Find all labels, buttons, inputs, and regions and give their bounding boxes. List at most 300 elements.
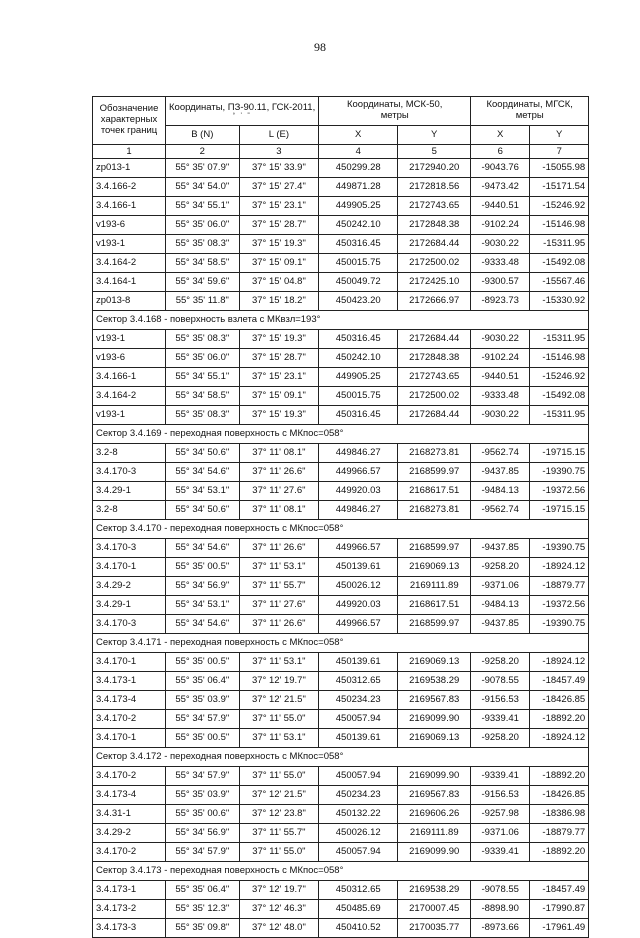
longitude-cell: 37° 15' 28.7" xyxy=(239,349,319,368)
msk-x-cell: 450139.61 xyxy=(319,729,398,748)
mgsk-x-cell: -9484.13 xyxy=(471,596,530,615)
mgsk-x-cell: -9371.06 xyxy=(471,824,530,843)
mgsk-x-cell: -9339.41 xyxy=(471,843,530,862)
latitude-cell: 55° 34' 57.9" xyxy=(166,843,240,862)
mgsk-x-cell: -9078.55 xyxy=(471,881,530,900)
longitude-cell: 37° 11' 53.1" xyxy=(239,729,319,748)
mgsk-x-cell: -9437.85 xyxy=(471,539,530,558)
msk-x-cell: 450132.22 xyxy=(319,805,398,824)
point-id-cell: v193-1 xyxy=(93,235,166,254)
longitude-cell: 37° 15' 28.7" xyxy=(239,216,319,235)
table-row xyxy=(93,178,589,197)
latitude-cell: 55° 34' 50.6" xyxy=(166,501,240,520)
longitude-cell: 37° 11' 55.0" xyxy=(239,710,319,729)
point-id-cell: 3.4.170-1 xyxy=(93,558,166,577)
msk-x-cell: 450057.94 xyxy=(319,767,398,786)
table-row xyxy=(93,919,589,938)
latitude-cell: 55° 34' 58.5" xyxy=(166,254,240,273)
msk-x-cell: 450316.45 xyxy=(319,235,398,254)
latitude-cell: 55° 34' 53.1" xyxy=(166,596,240,615)
mgsk-x-cell: -9043.76 xyxy=(471,159,530,178)
longitude-cell: 37° 15' 18.2" xyxy=(239,292,319,311)
longitude-cell: 37° 11' 53.1" xyxy=(239,653,319,672)
mgsk-x-cell: -9440.51 xyxy=(471,197,530,216)
msk-y-cell: 2168599.97 xyxy=(398,539,471,558)
table-row xyxy=(93,216,589,235)
table-row xyxy=(93,596,589,615)
section-header-row xyxy=(93,520,589,539)
table-row xyxy=(93,843,589,862)
latitude-cell: 55° 34' 54.0" xyxy=(166,178,240,197)
msk-x-cell: 450316.45 xyxy=(319,330,398,349)
table-row xyxy=(93,501,589,520)
longitude-cell: 37° 11' 26.6" xyxy=(239,463,319,482)
mgsk-y-cell: -19390.75 xyxy=(530,615,589,634)
longitude-cell: 37° 12' 23.8" xyxy=(239,805,319,824)
section-title: Сектор 3.4.173 - переходная поверхность с МКпос=058° xyxy=(93,862,589,881)
msk-x-cell: 449966.57 xyxy=(319,615,398,634)
table-row xyxy=(93,900,589,919)
header-pz-title: Координаты, ПЗ-90.11, ГСК-2011, xyxy=(169,101,316,113)
longitude-cell: 37° 12' 46.3" xyxy=(239,900,319,919)
longitude-cell: 37° 15' 19.3" xyxy=(239,235,319,254)
point-id-cell: v193-6 xyxy=(93,349,166,368)
mgsk-x-cell: -9371.06 xyxy=(471,577,530,596)
point-id-cell: 3.4.170-1 xyxy=(93,653,166,672)
msk-x-cell: 450057.94 xyxy=(319,710,398,729)
mgsk-x-cell: -8923.73 xyxy=(471,292,530,311)
column-number: 6 xyxy=(471,145,530,159)
header-point-line: точек границ xyxy=(100,124,158,136)
section-title: Сектор 3.4.171 - переходная поверхность с МКпос=058° xyxy=(93,634,589,653)
latitude-cell: 55° 34' 54.6" xyxy=(166,463,240,482)
latitude-cell: 55° 34' 54.6" xyxy=(166,539,240,558)
latitude-cell: 55° 35' 00.6" xyxy=(166,805,240,824)
table-row xyxy=(93,273,589,292)
point-id-cell: zp013-8 xyxy=(93,292,166,311)
table-row xyxy=(93,482,589,501)
msk-y-cell: 2172818.56 xyxy=(398,178,471,197)
longitude-cell: 37° 11' 08.1" xyxy=(239,501,319,520)
table-row xyxy=(93,406,589,425)
latitude-cell: 55° 35' 00.5" xyxy=(166,653,240,672)
point-id-cell: 3.4.173-3 xyxy=(93,919,166,938)
latitude-cell: 55° 35' 11.8" xyxy=(166,292,240,311)
mgsk-x-cell: -9339.41 xyxy=(471,767,530,786)
table-row xyxy=(93,653,589,672)
msk-y-cell: 2172848.38 xyxy=(398,216,471,235)
point-id-cell: 3.4.29-1 xyxy=(93,482,166,501)
longitude-cell: 37° 15' 33.9" xyxy=(239,159,319,178)
msk-y-cell: 2170007.45 xyxy=(398,900,471,919)
msk-y-cell: 2168599.97 xyxy=(398,615,471,634)
msk-x-cell: 450026.12 xyxy=(319,577,398,596)
mgsk-y-cell: -18892.20 xyxy=(530,710,589,729)
table-row xyxy=(93,786,589,805)
section-title: Сектор 3.4.168 - поверхность взлета с МКвзл=193° xyxy=(93,311,589,330)
longitude-cell: 37° 11' 55.7" xyxy=(239,577,319,596)
mgsk-x-cell: -9339.41 xyxy=(471,710,530,729)
point-id-cell: 3.4.166-1 xyxy=(93,197,166,216)
longitude-cell: 37° 11' 27.6" xyxy=(239,482,319,501)
table-row xyxy=(93,805,589,824)
msk-y-cell: 2169069.13 xyxy=(398,558,471,577)
point-id-cell: 3.2-8 xyxy=(93,444,166,463)
mgsk-x-cell: -9562.74 xyxy=(471,444,530,463)
header-msk-y: Y xyxy=(398,126,471,145)
msk-y-cell: 2172500.02 xyxy=(398,387,471,406)
msk-y-cell: 2168273.81 xyxy=(398,444,471,463)
msk-x-cell: 450242.10 xyxy=(319,349,398,368)
msk-x-cell: 450057.94 xyxy=(319,843,398,862)
coordinates-table xyxy=(92,96,589,938)
latitude-cell: 55° 34' 59.6" xyxy=(166,273,240,292)
msk-y-cell: 2172940.20 xyxy=(398,159,471,178)
point-id-cell: 3.4.170-2 xyxy=(93,843,166,862)
latitude-cell: 55° 35' 03.9" xyxy=(166,691,240,710)
msk-y-cell: 2169069.13 xyxy=(398,653,471,672)
msk-y-cell: 2172743.65 xyxy=(398,368,471,387)
msk-x-cell: 450299.28 xyxy=(319,159,398,178)
header-pz-coordinates xyxy=(166,97,319,126)
msk-y-cell: 2169069.13 xyxy=(398,729,471,748)
mgsk-y-cell: -15567.46 xyxy=(530,273,589,292)
table-row xyxy=(93,349,589,368)
latitude-cell: 55° 35' 06.0" xyxy=(166,349,240,368)
latitude-cell: 55° 35' 12.3" xyxy=(166,900,240,919)
table-row xyxy=(93,577,589,596)
latitude-cell: 55° 35' 08.3" xyxy=(166,406,240,425)
msk-x-cell: 450234.23 xyxy=(319,786,398,805)
header-point-line: характерных xyxy=(100,114,158,126)
mgsk-x-cell: -8973.66 xyxy=(471,919,530,938)
section-header-row xyxy=(93,311,589,330)
msk-x-cell: 450410.52 xyxy=(319,919,398,938)
longitude-cell: 37° 12' 21.5" xyxy=(239,786,319,805)
header-point-line: Обозначение xyxy=(99,103,159,115)
mgsk-x-cell: -9258.20 xyxy=(471,729,530,748)
msk-x-cell: 450485.69 xyxy=(319,900,398,919)
longitude-cell: 37° 11' 55.7" xyxy=(239,824,319,843)
table-row xyxy=(93,881,589,900)
column-number: 5 xyxy=(398,145,471,159)
column-number: 4 xyxy=(319,145,398,159)
mgsk-y-cell: -19372.56 xyxy=(530,596,589,615)
msk-y-cell: 2168617.51 xyxy=(398,596,471,615)
point-id-cell: 3.2-8 xyxy=(93,501,166,520)
msk-y-cell: 2169606.26 xyxy=(398,805,471,824)
msk-x-cell: 449871.28 xyxy=(319,178,398,197)
msk-y-cell: 2168617.51 xyxy=(398,482,471,501)
mgsk-x-cell: -9102.24 xyxy=(471,216,530,235)
msk-x-cell: 450312.65 xyxy=(319,672,398,691)
mgsk-x-cell: -9257.98 xyxy=(471,805,530,824)
msk-x-cell: 449846.27 xyxy=(319,444,398,463)
latitude-cell: 55° 34' 56.9" xyxy=(166,824,240,843)
longitude-cell: 37° 11' 26.6" xyxy=(239,615,319,634)
mgsk-y-cell: -18457.49 xyxy=(530,672,589,691)
latitude-cell: 55° 35' 08.3" xyxy=(166,330,240,349)
point-id-cell: zp013-1 xyxy=(93,159,166,178)
mgsk-y-cell: -18924.12 xyxy=(530,729,589,748)
latitude-cell: 55° 35' 00.5" xyxy=(166,558,240,577)
msk-x-cell: 450242.10 xyxy=(319,216,398,235)
section-title: Сектор 3.4.172 - переходная поверхность с МКпос=058° xyxy=(93,748,589,767)
point-id-cell: v193-1 xyxy=(93,406,166,425)
mgsk-y-cell: -18426.85 xyxy=(530,786,589,805)
section-header-row xyxy=(93,862,589,881)
table-row xyxy=(93,330,589,349)
header-point-designation xyxy=(93,97,166,145)
mgsk-y-cell: -18386.98 xyxy=(530,805,589,824)
longitude-cell: 37° 11' 08.1" xyxy=(239,444,319,463)
mgsk-x-cell: -9030.22 xyxy=(471,235,530,254)
msk-x-cell: 449905.25 xyxy=(319,197,398,216)
latitude-cell: 55° 34' 54.6" xyxy=(166,615,240,634)
mgsk-y-cell: -18457.49 xyxy=(530,881,589,900)
latitude-cell: 55° 34' 57.9" xyxy=(166,710,240,729)
msk-y-cell: 2169099.90 xyxy=(398,710,471,729)
latitude-cell: 55° 34' 55.1" xyxy=(166,368,240,387)
longitude-cell: 37° 11' 53.1" xyxy=(239,558,319,577)
latitude-cell: 55° 35' 07.9" xyxy=(166,159,240,178)
mgsk-x-cell: -9258.20 xyxy=(471,558,530,577)
mgsk-y-cell: -18924.12 xyxy=(530,653,589,672)
msk-y-cell: 2169111.89 xyxy=(398,824,471,843)
header-mgsk-x: X xyxy=(471,126,530,145)
header-mgsk-line: Координаты, МГСК, xyxy=(486,99,573,111)
mgsk-x-cell: -9300.57 xyxy=(471,273,530,292)
point-id-cell: 3.4.170-2 xyxy=(93,710,166,729)
mgsk-y-cell: -15492.08 xyxy=(530,387,589,406)
msk-y-cell: 2168273.81 xyxy=(398,501,471,520)
mgsk-y-cell: -15311.95 xyxy=(530,330,589,349)
point-id-cell: 3.4.166-2 xyxy=(93,178,166,197)
longitude-cell: 37° 15' 23.1" xyxy=(239,197,319,216)
section-header-row xyxy=(93,748,589,767)
msk-x-cell: 450234.23 xyxy=(319,691,398,710)
latitude-cell: 55° 35' 03.9" xyxy=(166,786,240,805)
mgsk-y-cell: -15311.95 xyxy=(530,235,589,254)
table-row xyxy=(93,254,589,273)
msk-y-cell: 2170035.77 xyxy=(398,919,471,938)
table-row xyxy=(93,197,589,216)
mgsk-x-cell: -9562.74 xyxy=(471,501,530,520)
longitude-cell: 37° 15' 04.8" xyxy=(239,273,319,292)
longitude-cell: 37° 11' 27.6" xyxy=(239,596,319,615)
table-row xyxy=(93,824,589,843)
table-row xyxy=(93,672,589,691)
msk-x-cell: 449966.57 xyxy=(319,539,398,558)
msk-y-cell: 2169099.90 xyxy=(398,767,471,786)
table-row xyxy=(93,729,589,748)
mgsk-x-cell: -9156.53 xyxy=(471,786,530,805)
longitude-cell: 37° 11' 26.6" xyxy=(239,539,319,558)
msk-y-cell: 2169567.83 xyxy=(398,786,471,805)
mgsk-x-cell: -9156.53 xyxy=(471,691,530,710)
mgsk-x-cell: -9102.24 xyxy=(471,349,530,368)
mgsk-y-cell: -18879.77 xyxy=(530,577,589,596)
header-msk-coordinates xyxy=(319,97,471,126)
point-id-cell: 3.4.29-1 xyxy=(93,596,166,615)
msk-x-cell: 450015.75 xyxy=(319,387,398,406)
header-mgsk-coordinates xyxy=(471,97,589,126)
mgsk-y-cell: -17990.87 xyxy=(530,900,589,919)
msk-y-cell: 2168599.97 xyxy=(398,463,471,482)
point-id-cell: 3.4.173-1 xyxy=(93,672,166,691)
latitude-cell: 55° 35' 06.0" xyxy=(166,216,240,235)
longitude-cell: 37° 12' 19.7" xyxy=(239,672,319,691)
mgsk-y-cell: -17961.49 xyxy=(530,919,589,938)
latitude-cell: 55° 34' 55.1" xyxy=(166,197,240,216)
table-row xyxy=(93,444,589,463)
mgsk-y-cell: -19715.15 xyxy=(530,444,589,463)
column-number: 7 xyxy=(530,145,589,159)
point-id-cell: 3.4.173-1 xyxy=(93,881,166,900)
msk-y-cell: 2172425.10 xyxy=(398,273,471,292)
msk-x-cell: 450139.61 xyxy=(319,558,398,577)
mgsk-x-cell: -9333.48 xyxy=(471,254,530,273)
header-mgsk-y: Y xyxy=(530,126,589,145)
column-number: 3 xyxy=(239,145,319,159)
point-id-cell: 3.4.170-1 xyxy=(93,729,166,748)
table-row xyxy=(93,710,589,729)
longitude-cell: 37° 12' 21.5" xyxy=(239,691,319,710)
mgsk-y-cell: -15492.08 xyxy=(530,254,589,273)
msk-x-cell: 450312.65 xyxy=(319,881,398,900)
table-row xyxy=(93,292,589,311)
mgsk-y-cell: -15055.98 xyxy=(530,159,589,178)
mgsk-y-cell: -19390.75 xyxy=(530,539,589,558)
point-id-cell: 3.4.173-2 xyxy=(93,900,166,919)
section-header-row xyxy=(93,425,589,444)
longitude-cell: 37° 15' 23.1" xyxy=(239,368,319,387)
latitude-cell: 55° 35' 06.4" xyxy=(166,881,240,900)
point-id-cell: 3.4.166-1 xyxy=(93,368,166,387)
msk-x-cell: 450015.75 xyxy=(319,254,398,273)
mgsk-y-cell: -19390.75 xyxy=(530,463,589,482)
msk-x-cell: 450423.20 xyxy=(319,292,398,311)
section-title: Сектор 3.4.170 - переходная поверхность с МКпос=058° xyxy=(93,520,589,539)
point-id-cell: 3.4.170-2 xyxy=(93,767,166,786)
section-title: Сектор 3.4.169 - переходная поверхность с МКпос=058° xyxy=(93,425,589,444)
page-number: 98 xyxy=(314,40,326,54)
longitude-cell: 37° 12' 48.0" xyxy=(239,919,319,938)
msk-x-cell: 450316.45 xyxy=(319,406,398,425)
table-row xyxy=(93,558,589,577)
table-row xyxy=(93,615,589,634)
latitude-cell: 55° 34' 53.1" xyxy=(166,482,240,501)
point-id-cell: v193-1 xyxy=(93,330,166,349)
latitude-cell: 55° 35' 06.4" xyxy=(166,672,240,691)
latitude-cell: 55° 35' 09.8" xyxy=(166,919,240,938)
latitude-cell: 55° 34' 50.6" xyxy=(166,444,240,463)
mgsk-x-cell: -9030.22 xyxy=(471,406,530,425)
mgsk-x-cell: -8898.90 xyxy=(471,900,530,919)
mgsk-y-cell: -19715.15 xyxy=(530,501,589,520)
msk-x-cell: 449920.03 xyxy=(319,482,398,501)
mgsk-y-cell: -15146.98 xyxy=(530,349,589,368)
msk-y-cell: 2172684.44 xyxy=(398,330,471,349)
latitude-cell: 55° 34' 56.9" xyxy=(166,577,240,596)
table-row xyxy=(93,368,589,387)
msk-x-cell: 449905.25 xyxy=(319,368,398,387)
section-header-row xyxy=(93,634,589,653)
point-id-cell: 3.4.29-2 xyxy=(93,577,166,596)
point-id-cell: 3.4.29-2 xyxy=(93,824,166,843)
mgsk-x-cell: -9030.22 xyxy=(471,330,530,349)
mgsk-y-cell: -18879.77 xyxy=(530,824,589,843)
mgsk-y-cell: -18892.20 xyxy=(530,767,589,786)
point-id-cell: 3.4.173-4 xyxy=(93,691,166,710)
msk-y-cell: 2172500.02 xyxy=(398,254,471,273)
mgsk-x-cell: -9437.85 xyxy=(471,615,530,634)
column-number: 2 xyxy=(166,145,240,159)
msk-y-cell: 2172666.97 xyxy=(398,292,471,311)
msk-y-cell: 2169538.29 xyxy=(398,881,471,900)
mgsk-y-cell: -15146.98 xyxy=(530,216,589,235)
mgsk-y-cell: -15171.54 xyxy=(530,178,589,197)
mgsk-y-cell: -15246.92 xyxy=(530,368,589,387)
mgsk-x-cell: -9484.13 xyxy=(471,482,530,501)
msk-x-cell: 449920.03 xyxy=(319,596,398,615)
header-msk-line: метры xyxy=(380,110,409,121)
mgsk-x-cell: -9440.51 xyxy=(471,368,530,387)
header-msk-x: X xyxy=(319,126,398,145)
msk-y-cell: 2169567.83 xyxy=(398,691,471,710)
mgsk-y-cell: -18426.85 xyxy=(530,691,589,710)
table-row xyxy=(93,767,589,786)
point-id-cell: 3.4.170-3 xyxy=(93,615,166,634)
point-id-cell: 3.4.170-3 xyxy=(93,463,166,482)
mgsk-y-cell: -18892.20 xyxy=(530,843,589,862)
latitude-cell: 55° 35' 08.3" xyxy=(166,235,240,254)
point-id-cell: v193-6 xyxy=(93,216,166,235)
msk-y-cell: 2169099.90 xyxy=(398,843,471,862)
point-id-cell: 3.4.164-1 xyxy=(93,273,166,292)
longitude-cell: 37° 15' 27.4" xyxy=(239,178,319,197)
mgsk-x-cell: -9473.42 xyxy=(471,178,530,197)
longitude-cell: 37° 15' 19.3" xyxy=(239,330,319,349)
header-b: B (N) xyxy=(166,126,240,145)
msk-x-cell: 450026.12 xyxy=(319,824,398,843)
table-row xyxy=(93,235,589,254)
point-id-cell: 3.4.173-4 xyxy=(93,786,166,805)
mgsk-y-cell: -15246.92 xyxy=(530,197,589,216)
mgsk-y-cell: -19372.56 xyxy=(530,482,589,501)
header-msk-line: Координаты, МСК-50, xyxy=(346,99,443,111)
point-id-cell: 3.4.164-2 xyxy=(93,254,166,273)
table-row xyxy=(93,539,589,558)
latitude-cell: 55° 34' 57.9" xyxy=(166,767,240,786)
table-row xyxy=(93,463,589,482)
mgsk-y-cell: -15330.92 xyxy=(530,292,589,311)
mgsk-x-cell: -9437.85 xyxy=(471,463,530,482)
msk-x-cell: 450139.61 xyxy=(319,653,398,672)
longitude-cell: 37° 12' 19.7" xyxy=(239,881,319,900)
longitude-cell: 37° 11' 55.0" xyxy=(239,767,319,786)
mgsk-y-cell: -18924.12 xyxy=(530,558,589,577)
latitude-cell: 55° 35' 00.5" xyxy=(166,729,240,748)
mgsk-x-cell: -9078.55 xyxy=(471,672,530,691)
msk-x-cell: 449966.57 xyxy=(319,463,398,482)
msk-x-cell: 450049.72 xyxy=(319,273,398,292)
longitude-cell: 37° 15' 09.1" xyxy=(239,254,319,273)
header-mgsk-line: метры xyxy=(515,110,544,121)
mgsk-x-cell: -9333.48 xyxy=(471,387,530,406)
msk-y-cell: 2169111.89 xyxy=(398,577,471,596)
msk-y-cell: 2172684.44 xyxy=(398,406,471,425)
